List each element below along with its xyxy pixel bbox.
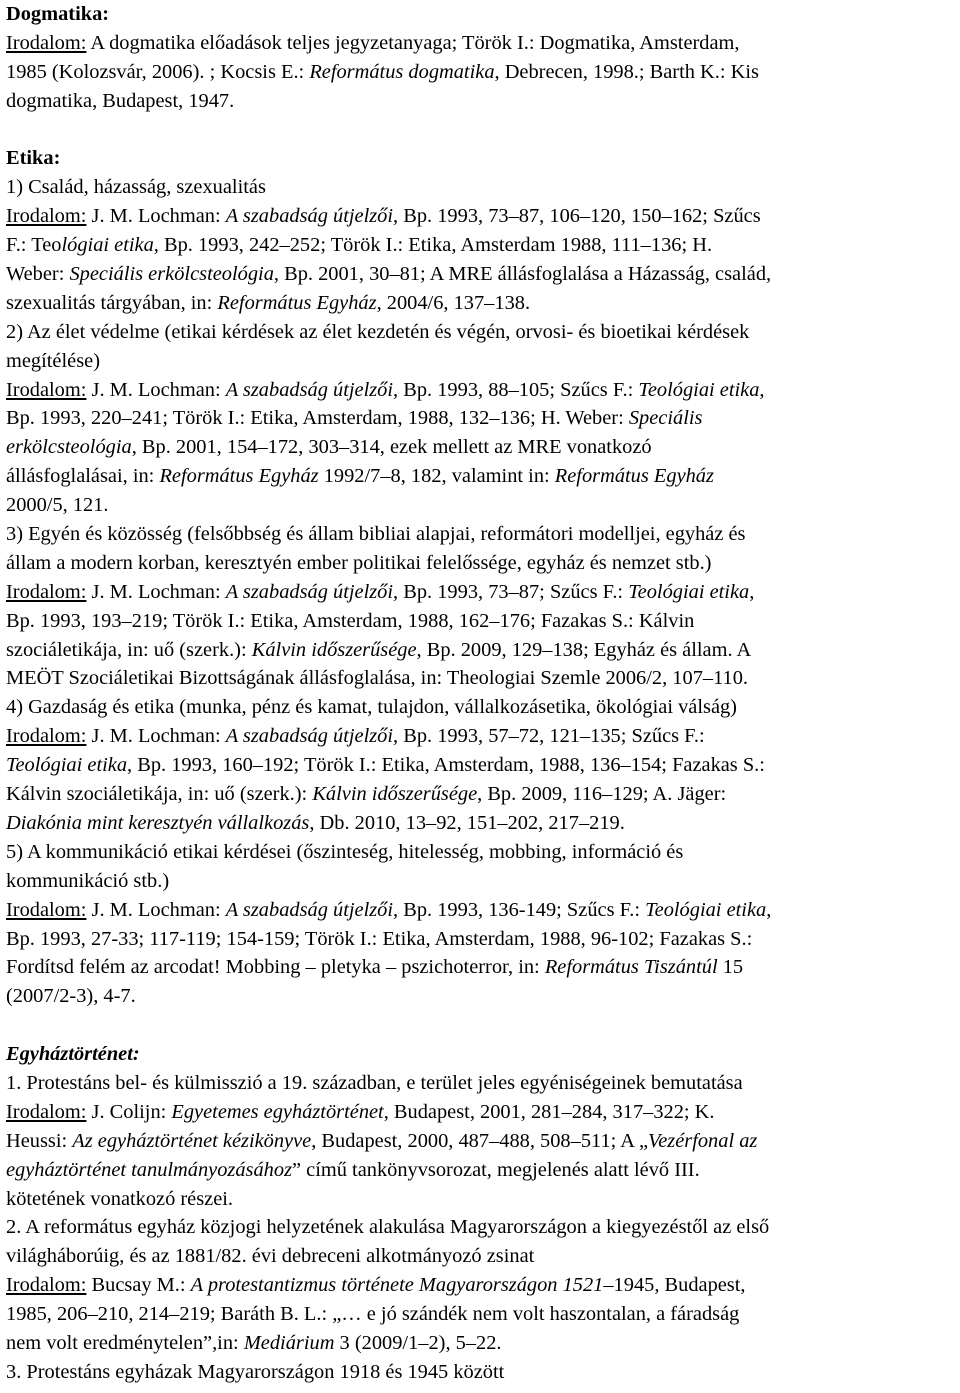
book-title: A szabadság útjelzői [225, 580, 394, 603]
book-title: Teológiai etika [645, 898, 767, 921]
text-run: F.: Teo [6, 234, 62, 257]
text-run: , [759, 378, 765, 401]
text-run: Bucsay M.: [86, 1274, 191, 1297]
text-run: Bp. 1993, 193–219; Török I.: Etika, Amsterdam, 1988, 162–176; Fazakas S.: Kálvin [6, 609, 695, 632]
text-line [6, 1069, 954, 1098]
book-title: lógiai etika [61, 234, 154, 257]
bibliography-label: Irodalom: [6, 898, 87, 921]
book-title: Kálvin időszerűsége [251, 638, 417, 661]
text-line [6, 260, 954, 289]
text-line [6, 1156, 954, 1185]
book-title: Speciális erkölcsteológia [69, 263, 274, 286]
text-run: szociáletikája, in: uő (szerk.): [6, 638, 252, 661]
text-run: 3. Protestáns egyházak Magyarországon 1918 és 1945 között [6, 1360, 505, 1383]
text-line [6, 318, 954, 347]
text-line [6, 491, 954, 520]
text-line [6, 578, 954, 607]
text-run: Bp. 1993, 220–241; Török I.: Etika, Amsterdam, 1988, 132–136; H. Weber: [6, 407, 629, 430]
text-run: 3 (2009/1–2), 5–22. [334, 1331, 502, 1354]
text-line [6, 607, 954, 636]
text-run: , Bp. 1993, 242–252; Török I.: Etika, Amsterdam 1988, 111–136; H. [153, 234, 713, 257]
text-run: J. M. Lochman: [86, 725, 226, 748]
text-run: 1. Protestáns bel- és külmisszió a 19. században, e terület jeles egyéniségeinek bemutatása [6, 1071, 743, 1094]
blank-line [6, 116, 954, 145]
book-title: Református dogmatika [309, 60, 495, 83]
text-line [6, 664, 954, 693]
text-line [6, 1213, 954, 1242]
text-run: (2007/2-3), 4-7. [6, 985, 136, 1008]
text-run: ” című tankönyvsorozat, megjelenés alatt lévő III. [292, 1158, 700, 1181]
text-run: szexualitás tárgyában, in: [6, 291, 218, 314]
text-line [6, 347, 954, 376]
text-run: MEÖT Szociáletikai Bizottságának állásfoglalása, in: Theologiai Szemle 2006/2, 107–110. [6, 667, 749, 690]
text-run: nem volt eredménytelen”,in: [6, 1331, 244, 1354]
text-run: , Bp. 2009, 116–129; A. Jäger: [477, 783, 727, 806]
text-line [6, 953, 954, 982]
document-body [6, 0, 954, 1387]
text-run: Kálvin szociáletikája, in: uő (szerk.): [6, 783, 313, 806]
text-run: megítélése) [6, 349, 100, 372]
book-title: Egyetemes egyháztörténet [171, 1100, 384, 1123]
bibliography-label: Irodalom: [6, 31, 87, 54]
text-run: 1945, Budapest, [613, 1274, 746, 1297]
text-line [6, 1242, 954, 1271]
text-line [6, 1358, 954, 1387]
book-title: A szabadság útjelzői [225, 205, 394, 228]
text-run: állásfoglalásai, in: [6, 465, 160, 488]
text-run: 1985 (Kolozsvár, 2006). ; Kocsis E.: [6, 60, 310, 83]
text-run: , Budapest, 2001, 281–284, 317–322; K. [383, 1100, 715, 1123]
book-title: A szabadság útjelzői [225, 725, 394, 748]
text-line [6, 636, 954, 665]
text-line [6, 29, 954, 58]
text-line [6, 867, 954, 896]
text-line [6, 1185, 954, 1214]
text-run: J. M. Lochman: [86, 205, 226, 228]
text-line [6, 982, 954, 1011]
book-title: Református Egyház [159, 465, 319, 488]
text-run: 2. A református egyház közjogi helyzetének alakulása Magyarországon a kiegyezéstől az első [6, 1216, 770, 1239]
text-run: kötetének vonatkozó részei. [6, 1187, 234, 1210]
text-line [6, 433, 954, 462]
book-title: A protestantizmus története Magyarországon 1521– [190, 1274, 614, 1297]
text-run: világháborúig, és az 1881/82. évi debreceni alkotmányozó zsinat [6, 1245, 535, 1268]
text-line [6, 231, 954, 260]
text-line [6, 404, 954, 433]
text-run: J. M. Lochman: [86, 378, 226, 401]
text-run: 3) Egyén és közösség (felsőbbség és állam bibliai alapjai, reformátori modelljei, egyház és [6, 523, 746, 546]
text-run: Bp. 1993, 27-33; 117-119; 154-159; Török I.: Etika, Amsterdam, 1988, 96-102; Fazakas S.: [6, 927, 753, 950]
text-line [6, 751, 954, 780]
book-title: Református Egyház [554, 465, 714, 488]
text-line [6, 202, 954, 231]
bibliography-label: Irodalom: [6, 205, 87, 228]
text-line [6, 173, 954, 202]
text-line [6, 289, 954, 318]
text-run: állam a modern korban, keresztyén ember politikai felelőssége, egyház és nemzet stb.) [6, 551, 712, 574]
text-run: , Bp. 1993, 73–87, 106–120, 150–162; Szűcs [393, 205, 761, 228]
text-run: , Bp. 2009, 129–138; Egyház és állam. A [416, 638, 752, 661]
text-run: , Bp. 2001, 30–81; A MRE állásfoglalása a Házasság, család, [273, 263, 772, 286]
text-line [6, 722, 954, 751]
text-run: , Bp. 1993, 88–105; Szűcs F.: [393, 378, 639, 401]
text-run: 5) A kommunikáció etikai kérdései (őszinteség, hitelesség, mobbing, információ és [6, 840, 684, 863]
text-run: 1992/7–8, 182, valamint in: [318, 465, 555, 488]
text-run: , Bp. 2001, 154–172, 303–314, ezek mellett az MRE vonatkozó [131, 436, 652, 459]
bibliography-label: Irodalom: [6, 1100, 87, 1123]
section-heading: Dogmatika: [6, 3, 110, 25]
book-title: A szabadság útjelzői [225, 898, 394, 921]
text-line [6, 1127, 954, 1156]
book-title: Mediárium [243, 1331, 335, 1354]
book-title: Teológiai etika [628, 580, 750, 603]
text-run: , [749, 580, 755, 603]
text-run: , Db. 2010, 13–92, 151–202, 217–219. [309, 811, 625, 834]
book-title: egyháztörténet tanulmányozásához [6, 1158, 293, 1181]
book-title: erkölcsteológia [6, 436, 132, 459]
text-run: Weber: [6, 263, 70, 286]
text-run: Fordítsd felém az arcodat! Mobbing – pletyka – pszichoterror, in: [6, 956, 545, 979]
book-title: Speciális [628, 407, 703, 430]
text-run: 1985, 206–210, 214–219; Baráth B. L.: „… e jó szándék nem volt haszontalan, a fáradság [6, 1303, 740, 1326]
book-title: Az egyháztörténet kézikönyve [72, 1129, 312, 1152]
bibliography-label: Irodalom: [6, 580, 87, 603]
book-title: Vezérfonal az [648, 1129, 758, 1152]
text-run: J. Colijn: [86, 1100, 172, 1123]
text-run: , 2004/6, 137–138. [376, 291, 531, 314]
text-line [6, 780, 954, 809]
blank-line [6, 1011, 954, 1040]
text-line [6, 1300, 954, 1329]
text-line [6, 809, 954, 838]
text-line [6, 1271, 954, 1300]
book-title: A szabadság útjelzői [225, 378, 394, 401]
text-run: , Debrecen, 1998.; Barth K.: Kis [494, 60, 759, 83]
text-line [6, 376, 954, 405]
text-run: , [766, 898, 772, 921]
text-run: , Bp. 1993, 73–87; Szűcs F.: [393, 580, 629, 603]
text-run: 15 [717, 956, 744, 979]
text-line [6, 838, 954, 867]
text-line [6, 896, 954, 925]
text-line [6, 549, 954, 578]
text-run: , Bp. 1993, 136-149; Szűcs F.: [393, 898, 646, 921]
book-title: Teológiai etika [6, 754, 128, 777]
bibliography-label: Irodalom: [6, 378, 87, 401]
book-title: Diakónia mint keresztyén vállalkozás [6, 811, 310, 834]
text-run: Heussi: [6, 1129, 73, 1152]
text-line [6, 1098, 954, 1127]
text-line [6, 925, 954, 954]
section-heading: Egyháztörténet: [6, 1043, 140, 1066]
book-title: Református Tiszántúl [544, 956, 718, 979]
text-run: 2) Az élet védelme (etikai kérdések az élet kezdetén és végén, orvosi- és bioetikai kérdések [6, 320, 750, 343]
text-line [6, 87, 954, 116]
book-title: Teológiai etika [638, 378, 760, 401]
text-run: 4) Gazdaság és etika (munka, pénz és kamat, tulajdon, vállalkozásetika, ökológiai válság) [6, 696, 737, 719]
bibliography-label: Irodalom: [6, 1274, 87, 1297]
book-title: Református Egyház [217, 291, 377, 314]
text-line [6, 693, 954, 722]
text-run: , Bp. 1993, 57–72, 121–135; Szűcs F.: [393, 725, 705, 748]
text-line [6, 1329, 954, 1358]
text-run: J. M. Lochman: [86, 580, 226, 603]
text-run: A dogmatika előadások teljes jegyzetanyaga; Török I.: Dogmatika, Amsterdam, [86, 31, 740, 54]
text-run: , Bp. 1993, 160–192; Török I.: Etika, Amsterdam, 1988, 136–154; Fazakas S.: [127, 754, 765, 777]
bibliography-label: Irodalom: [6, 725, 87, 748]
text-line [6, 462, 954, 491]
text-run: dogmatika, Budapest, 1947. [6, 89, 235, 112]
section-heading: Etika: [6, 147, 61, 170]
text-line [6, 58, 954, 87]
text-run: 1) Család, házasság, szexualitás [6, 176, 266, 199]
book-title: Kálvin időszerűsége [312, 783, 478, 806]
text-line [6, 520, 954, 549]
text-run: , Budapest, 2000, 487–488, 508–511; A „ [311, 1129, 649, 1152]
text-run: 2000/5, 121. [6, 494, 109, 517]
text-run: kommunikáció stb.) [6, 869, 170, 892]
text-run: J. M. Lochman: [86, 898, 226, 921]
